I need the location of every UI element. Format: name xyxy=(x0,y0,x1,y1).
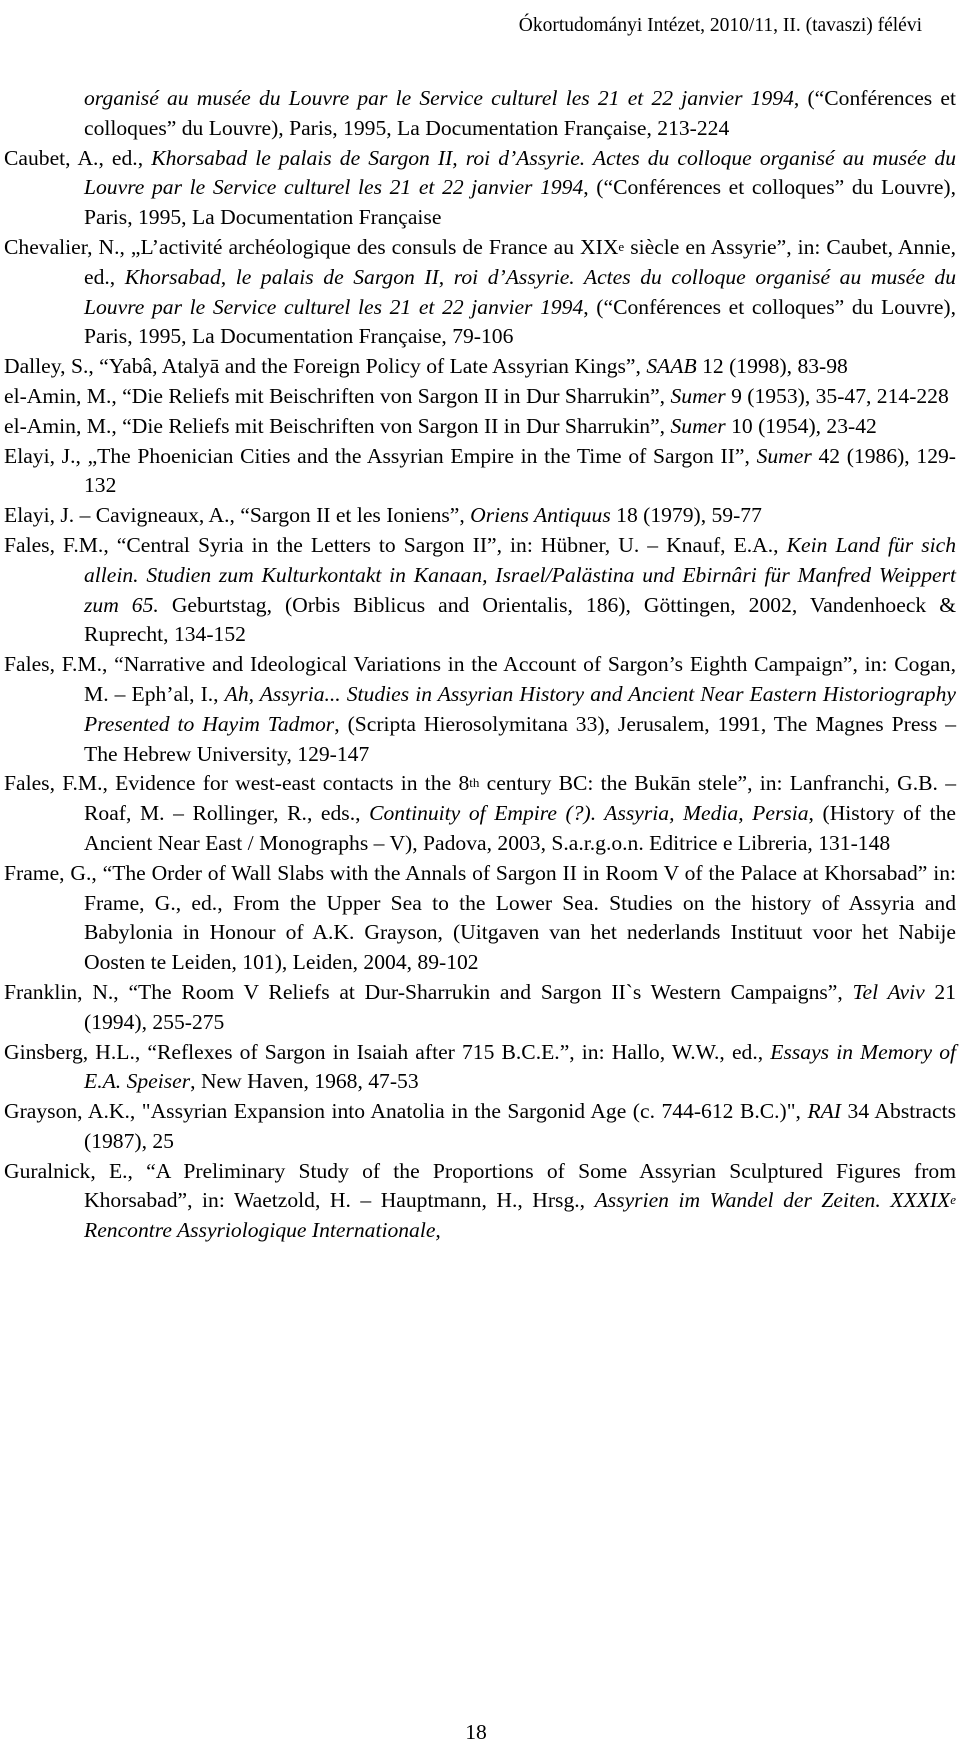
entry-text: Grayson, A.K., "Assyrian Expansion into Anatolia in the Sargonid Age (c. 744-612 B.C.)", xyxy=(4,1099,808,1124)
bibliography-entry xyxy=(4,501,956,531)
entry-text: Geburtstag, (Orbis Biblicus and Orientalis, 186), Göttingen, 2002, Vandenhoeck & Ruprecht, 134-152 xyxy=(84,592,957,647)
entry-text: , (“Conférences et colloques” du Louvre), Paris, 1995, La Documentation Française, 79-106 xyxy=(84,294,956,349)
italic-text: Assyrien im Wandel der Zeiten. XXXIX xyxy=(594,1188,951,1213)
italic-text: Continuity of Empire (?). Assyria, Media, Persia xyxy=(369,801,809,826)
italic-text: SAAB xyxy=(646,354,697,379)
italic-text: Khorsabad le palais de Sargon II, roi d’Assyrie. Actes du colloque organisé au musée du Louvre par le Service culturel les 21 et 22 janvier 1994 xyxy=(84,145,957,200)
entry-text: el-Amin, M., “Die Reliefs mit Beischriften von Sargon II in Dur Sharrukin”, xyxy=(4,413,671,438)
bibliography-entry xyxy=(4,1157,956,1246)
bibliography-entry xyxy=(4,1097,956,1157)
entry-text: Chevalier, N., „L’activité archéologique des consuls de France au XIX xyxy=(4,234,619,259)
entry-text: 34 Abstracts (1987), 25 xyxy=(84,1099,956,1153)
entry-text: Ginsberg, H.L., “Reflexes of Sargon in Isaiah after 715 B.C.E.”, in: Hallo, W.W., ed., xyxy=(4,1039,771,1064)
entry-text: , (History of the Ancient Near East / Monographs – V), Padova, 2003, S.a.r.g.o.n. Editrice e Libreria, 131-148 xyxy=(84,801,956,855)
bibliography-entry xyxy=(4,859,956,978)
entry-text: 10 (1954), 23-42 xyxy=(725,413,877,438)
italic-text: RAI xyxy=(807,1099,842,1124)
entry-text: 18 (1979), 59-77 xyxy=(610,503,762,528)
superscript: e xyxy=(618,238,625,254)
entry-text: Franklin, N., “The Room V Reliefs at Dur-Sharrukin and Sargon II`s Western Campaigns”, xyxy=(4,979,853,1004)
bibliography-entry xyxy=(4,769,956,858)
italic-text: Tel Aviv xyxy=(852,979,925,1004)
page-header: Ókortudományi Intézet, 2010/11, II. (tavaszi) félévi xyxy=(518,15,922,36)
bibliography-entry xyxy=(4,144,956,233)
entry-text: 9 (1953), 35-47, 214-228 xyxy=(725,383,949,408)
italic-text: Kein Land für sich allein. Studien zum Kulturkontakt in Kanaan, Israel/Palästina und Ebirnâri für Manfred Weippert zum 65. xyxy=(84,532,956,617)
bibliography-entry xyxy=(4,382,956,412)
entry-text: , (“Conférences et colloques” du Louvre), Paris, 1995, La Documentation Française xyxy=(84,175,956,230)
entry-text: Elayi, J. – Cavigneaux, A., “Sargon II et les Ioniens”, xyxy=(4,503,471,528)
bibliography-entry xyxy=(4,650,956,769)
bibliography-entry xyxy=(4,412,956,442)
entry-text: Fales, F.M., “Narrative and Ideological Variations in the Account of Sargon’s Eighth Campaign”, in: Cogan, M. – Eph’al, I., xyxy=(4,652,956,706)
entry-text: Caubet, A., ed., xyxy=(4,145,152,170)
bibliography-list xyxy=(4,84,956,1246)
entry-text: , (“Conférences et colloques” du Louvre), Paris, 1995, La Documentation Française, 213-224 xyxy=(84,86,956,140)
bibliography-entry xyxy=(4,442,956,502)
entry-text: 12 (1998), 83-98 xyxy=(696,354,848,379)
superscript: e xyxy=(950,1192,956,1208)
entry-text: Fales, F.M., “Central Syria in the Letters to Sargon II”, in: Hübner, U. – Knauf, E.A., xyxy=(4,532,787,557)
italic-text: organisé au musée du Louvre par le Service culturel les 21 et 22 janvier 1994 xyxy=(84,86,794,110)
bibliography-entry xyxy=(4,233,956,352)
italic-text: Sumer xyxy=(670,383,726,408)
entry-text: century BC: the Bukān stele”, in: Lanfranchi, G.B. – Roaf, M. – Rollinger, R., eds., xyxy=(84,771,956,826)
italic-text: Essays in Memory of E.A. Speiser xyxy=(84,1039,956,1094)
entry-text: Frame, G., “The Order of Wall Slabs with the Annals of Sargon II in Room V of the Palace at Khorsabad” in: Frame, G., ed., From the Upper Sea to the Lower Sea. Studies on the history of Assyria and Babylonia in Honour of A.K. Grayson, (Uitgaven van het nederlands Instituut voor het Nabije Oosten te Leiden, 101), Leiden, 2004, 89-102 xyxy=(4,860,956,975)
italic-text: Sumer xyxy=(670,413,726,438)
entry-text: Elayi, J., „The Phoenician Cities and the Assyrian Empire in the Time of Sargon II”, xyxy=(4,443,757,468)
page-number: 18 xyxy=(465,1720,487,1744)
entry-text: 42 (1986), 129-132 xyxy=(84,443,956,498)
bibliography-entry xyxy=(4,978,956,1038)
entry-text: Dalley, S., “Yabâ, Atalyā and the Foreign Policy of Late Assyrian Kings”, xyxy=(4,354,647,379)
bibliography-entry xyxy=(4,531,956,650)
entry-text: Guralnick, E., “A Preliminary Study of the Proportions of Some Assyrian Sculptured Figures from Khorsabad”, in: Waetzold, H. – Hauptmann, H., Hrsg., xyxy=(4,1158,956,1213)
entry-text: Fales, F.M., Evidence for west-east contacts in the 8 xyxy=(4,771,470,796)
entry-text: , New Haven, 1968, 47-53 xyxy=(190,1069,419,1094)
bibliography-entry-continuation xyxy=(4,84,956,144)
entry-text: 21 (1994), 255-275 xyxy=(84,979,957,1034)
italic-text: Rencontre Assyriologique Internationale, xyxy=(84,1218,441,1243)
entry-text: , (Scripta Hierosolymitana 33), Jerusalem, 1991, The Magnes Press – The Hebrew University, 129-147 xyxy=(84,711,956,766)
italic-text: Ah, Assyria... Studies in Assyrian History and Ancient Near Eastern Historiography Presented to Hayim Tadmor xyxy=(84,681,956,736)
entry-text: el-Amin, M., “Die Reliefs mit Beischriften von Sargon II in Dur Sharrukin”, xyxy=(4,383,671,408)
bibliography-entry xyxy=(4,1038,956,1098)
entry-text: siècle en Assyrie”, in: Caubet, Annie, ed., xyxy=(84,234,957,289)
superscript: th xyxy=(469,775,480,791)
italic-text: Khorsabad, le palais de Sargon II, roi d’Assyrie. Actes du colloque organisé au musée du Louvre par le Service culturel les 21 et 22 janvier 1994 xyxy=(84,264,956,319)
italic-text: Sumer xyxy=(756,443,812,468)
bibliography-entry xyxy=(4,352,956,382)
italic-text: Oriens Antiquus xyxy=(470,503,611,528)
